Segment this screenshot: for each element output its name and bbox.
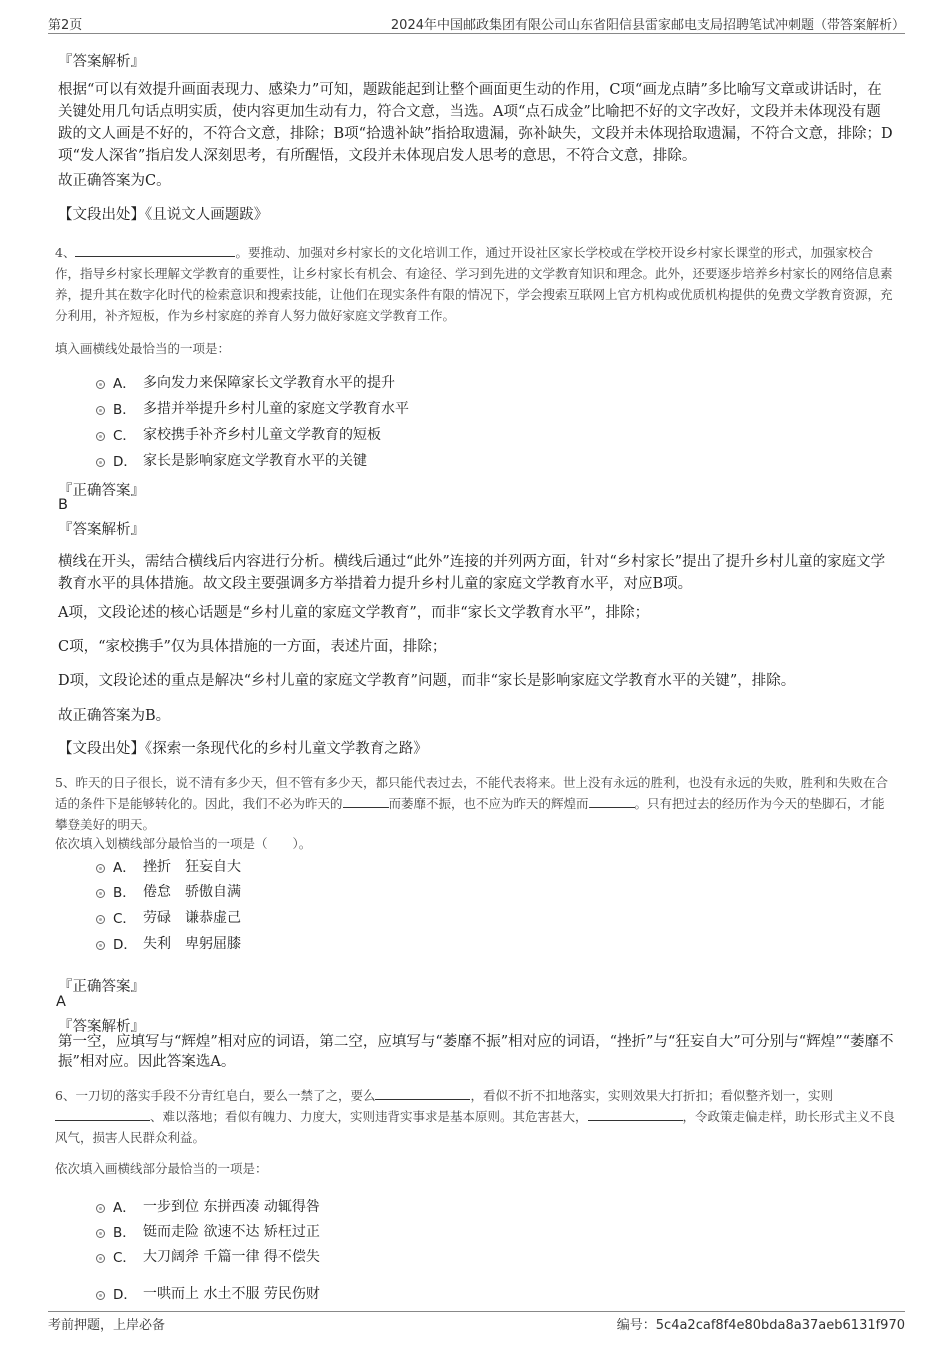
q4-explain-d: D项，文段论述的重点是解决“乡村儿童的家庭文学教育”问题，而非“家长是影响家庭文学教育水平的关键”，排除。 — [58, 673, 796, 689]
footer-slogan: 考前押题，上岸必备 — [48, 1318, 166, 1333]
q6-stem: 6、一刀切的落实手段不分青红皂白，要么一禁了之，要么 ，看似不折不扣地落实，实则效果大打折扣；看似整齐划一，实则、难以落地；看似有魄力、力度大，实则违背实事求是基本原则。其危害甚大， ，令政策走偏走样，助长形式主义不良风气，损害人民群众利益。 — [55, 1085, 897, 1148]
q5-prompt: 依次填入划横线部分最恰当的一项是（ ）。 — [55, 836, 312, 851]
q6-blank-3 — [588, 1106, 683, 1121]
radio-icon[interactable] — [96, 864, 105, 873]
radio-icon[interactable] — [96, 458, 105, 467]
q4-explain-label: 『答案解析』 — [58, 522, 145, 538]
radio-icon[interactable] — [96, 941, 105, 950]
q4-source: 【文段出处】《探索一条现代化的乡村儿童文学教育之路》 — [58, 741, 428, 757]
q5-blank-2 — [589, 793, 635, 808]
q5-correct-label: 『正确答案』 — [58, 979, 145, 995]
q5-option-a[interactable]: A． 挫折 狂妄自大 — [96, 855, 241, 877]
q4-option-c[interactable]: C． 家校携手补齐乡村儿童文学教育的短板 — [96, 423, 381, 445]
q4-stem: 4、 。要推动、加强对乡村家长的文化培训工作，通过开设社区家长学校或在学校开设乡村家长课堂的形式，加强家校合作，指导乡村家长理解文学教育的重要性，让乡村家长有机会、有途径、学习到先进的文学教育知识和理念。此外，还要逐步培养乡村家长的网络信息素养，提升其在数字化时代的检索意识和搜索技能，让他们在现实条件有限的情况下，学会搜索互联网上官方机构或优质机构提供的免费文学教育资源，充分利用，补齐短板，作为乡村家庭的养育人努力做好家庭文学教育工作。 — [55, 242, 897, 326]
q6-option-a[interactable]: A． 一步到位 东拼西凑 动辄得咎 — [96, 1195, 320, 1217]
q4-correct-label: 『正确答案』 — [58, 483, 145, 499]
q4-option-d[interactable]: D． 家长是影响家庭文学教育水平的关键 — [96, 449, 367, 471]
q6-option-c[interactable]: C． 大刀阔斧 千篇一律 得不偿失 — [96, 1245, 320, 1267]
q5-option-d[interactable]: D． 失利 卑躬屈膝 — [96, 932, 241, 954]
q4-correct-answer: B — [58, 497, 68, 513]
q5-stem: 5、昨天的日子很长，说不清有多少天，但不管有多少天，都只能代表过去，不能代表将来。世上没有永远的胜利，也没有永远的失败，胜利和失败在合适的条件下是能够转化的。因此，我们不必为昨天的 而萎靡不振，也不应为昨天的辉煌而 。只有把过去的经历作为今天的垫脚石，才能攀登美好的明天。 — [55, 775, 888, 832]
q6-prompt: 依次填入画横线部分最恰当的一项是： — [55, 1161, 268, 1176]
q4-option-b[interactable]: B． 多措并举提升乡村儿童的家庭文学教育水平 — [96, 397, 409, 419]
document-code: 编号：5c4a2caf8f4e80bda8a37aeb6131f970 — [616, 1318, 905, 1333]
q4-blank — [75, 242, 235, 257]
radio-icon[interactable] — [96, 1204, 105, 1213]
q3-conclusion: 故正确答案为C。 — [58, 173, 171, 189]
radio-icon[interactable] — [96, 1254, 105, 1263]
header-divider — [48, 33, 905, 34]
radio-icon[interactable] — [96, 432, 105, 441]
page-number: 第2页 — [48, 18, 83, 33]
q5-explain-label: 『答案解析』 — [58, 1019, 145, 1035]
q3-explanation: 根据“可以有效提升画面表现力、感染力”可知，题跋能起到让整个画面更生动的作用，C项“画龙点睛”多比喻写文章或讲话时，在关键处用几句话点明实质，使内容更加生动有力，符合文意，当选。A项“点石成金”比喻把不好的文字改好，文段并未体现没有题跋的文人画是不好的，不符合文意，排除；B项“拾遗补缺”指拾取遗漏，弥补缺失，文段并未体现拾取遗漏，不符合文意，排除；D项“发人深省”指启发人深刻思考，有所醒悟，文段并未体现启发人思考的意思，不符合文意，排除。 — [58, 82, 893, 164]
radio-icon[interactable] — [96, 1291, 105, 1300]
q6-option-d[interactable]: D． 一哄而上 水土不服 劳民伤财 — [96, 1282, 320, 1304]
radio-icon[interactable] — [96, 380, 105, 389]
q4-conclusion: 故正确答案为B。 — [58, 708, 171, 724]
q6-option-b[interactable]: B． 铤而走险 欲速不达 矫枉过正 — [96, 1220, 320, 1242]
q5-option-c[interactable]: C． 劳碌 谦恭虚己 — [96, 906, 241, 928]
q4-explanation: 横线在开头，需结合横线后内容进行分析。横线后通过“此外”连接的并列两方面，针对“乡村家长”提出了提升乡村儿童的家庭文学教育水平的具体措施。故文段主要强调多方举措着力提升乡村儿童的家庭文学教育水平，对应B项。 — [58, 554, 886, 592]
q3-source: 【文段出处】《且说文人画题跋》 — [58, 207, 269, 223]
q4-option-a[interactable]: A． 多向发力来保障家长文学教育水平的提升 — [96, 371, 395, 393]
q4-prompt: 填入画横线处最恰当的一项是： — [55, 341, 231, 356]
q5-option-b[interactable]: B． 倦怠 骄傲自满 — [96, 880, 241, 902]
q5-correct-answer: A — [56, 994, 66, 1010]
q5-explanation: 第一空，应填写与“辉煌”相对应的词语，第二空，应填写与“萎靡不振”相对应的词语，“挫折”与“狂妄自大”可分别与“辉煌”“萎靡不振”相对应。因此答案选A。 — [58, 1034, 894, 1070]
footer-divider — [48, 1311, 905, 1312]
q4-explain-a: A项，文段论述的核心话题是“乡村儿童的家庭文学教育”，而非“家长文学教育水平”，排除； — [58, 605, 650, 621]
q5-blank-1 — [343, 793, 389, 808]
document-title: 2024年中国邮政集团有限公司山东省阳信县雷家邮电支局招聘笔试冲刺题（带答案解析） — [390, 18, 905, 33]
q3-explain-label: 『答案解析』 — [58, 54, 145, 70]
radio-icon[interactable] — [96, 1229, 105, 1238]
q4-explain-c: C项，“家校携手”仅为具体措施的一方面，表述片面，排除； — [58, 639, 447, 655]
q6-blank-2 — [55, 1106, 150, 1121]
radio-icon[interactable] — [96, 915, 105, 924]
radio-icon[interactable] — [96, 889, 105, 898]
radio-icon[interactable] — [96, 406, 105, 415]
q6-blank-1 — [375, 1085, 470, 1100]
